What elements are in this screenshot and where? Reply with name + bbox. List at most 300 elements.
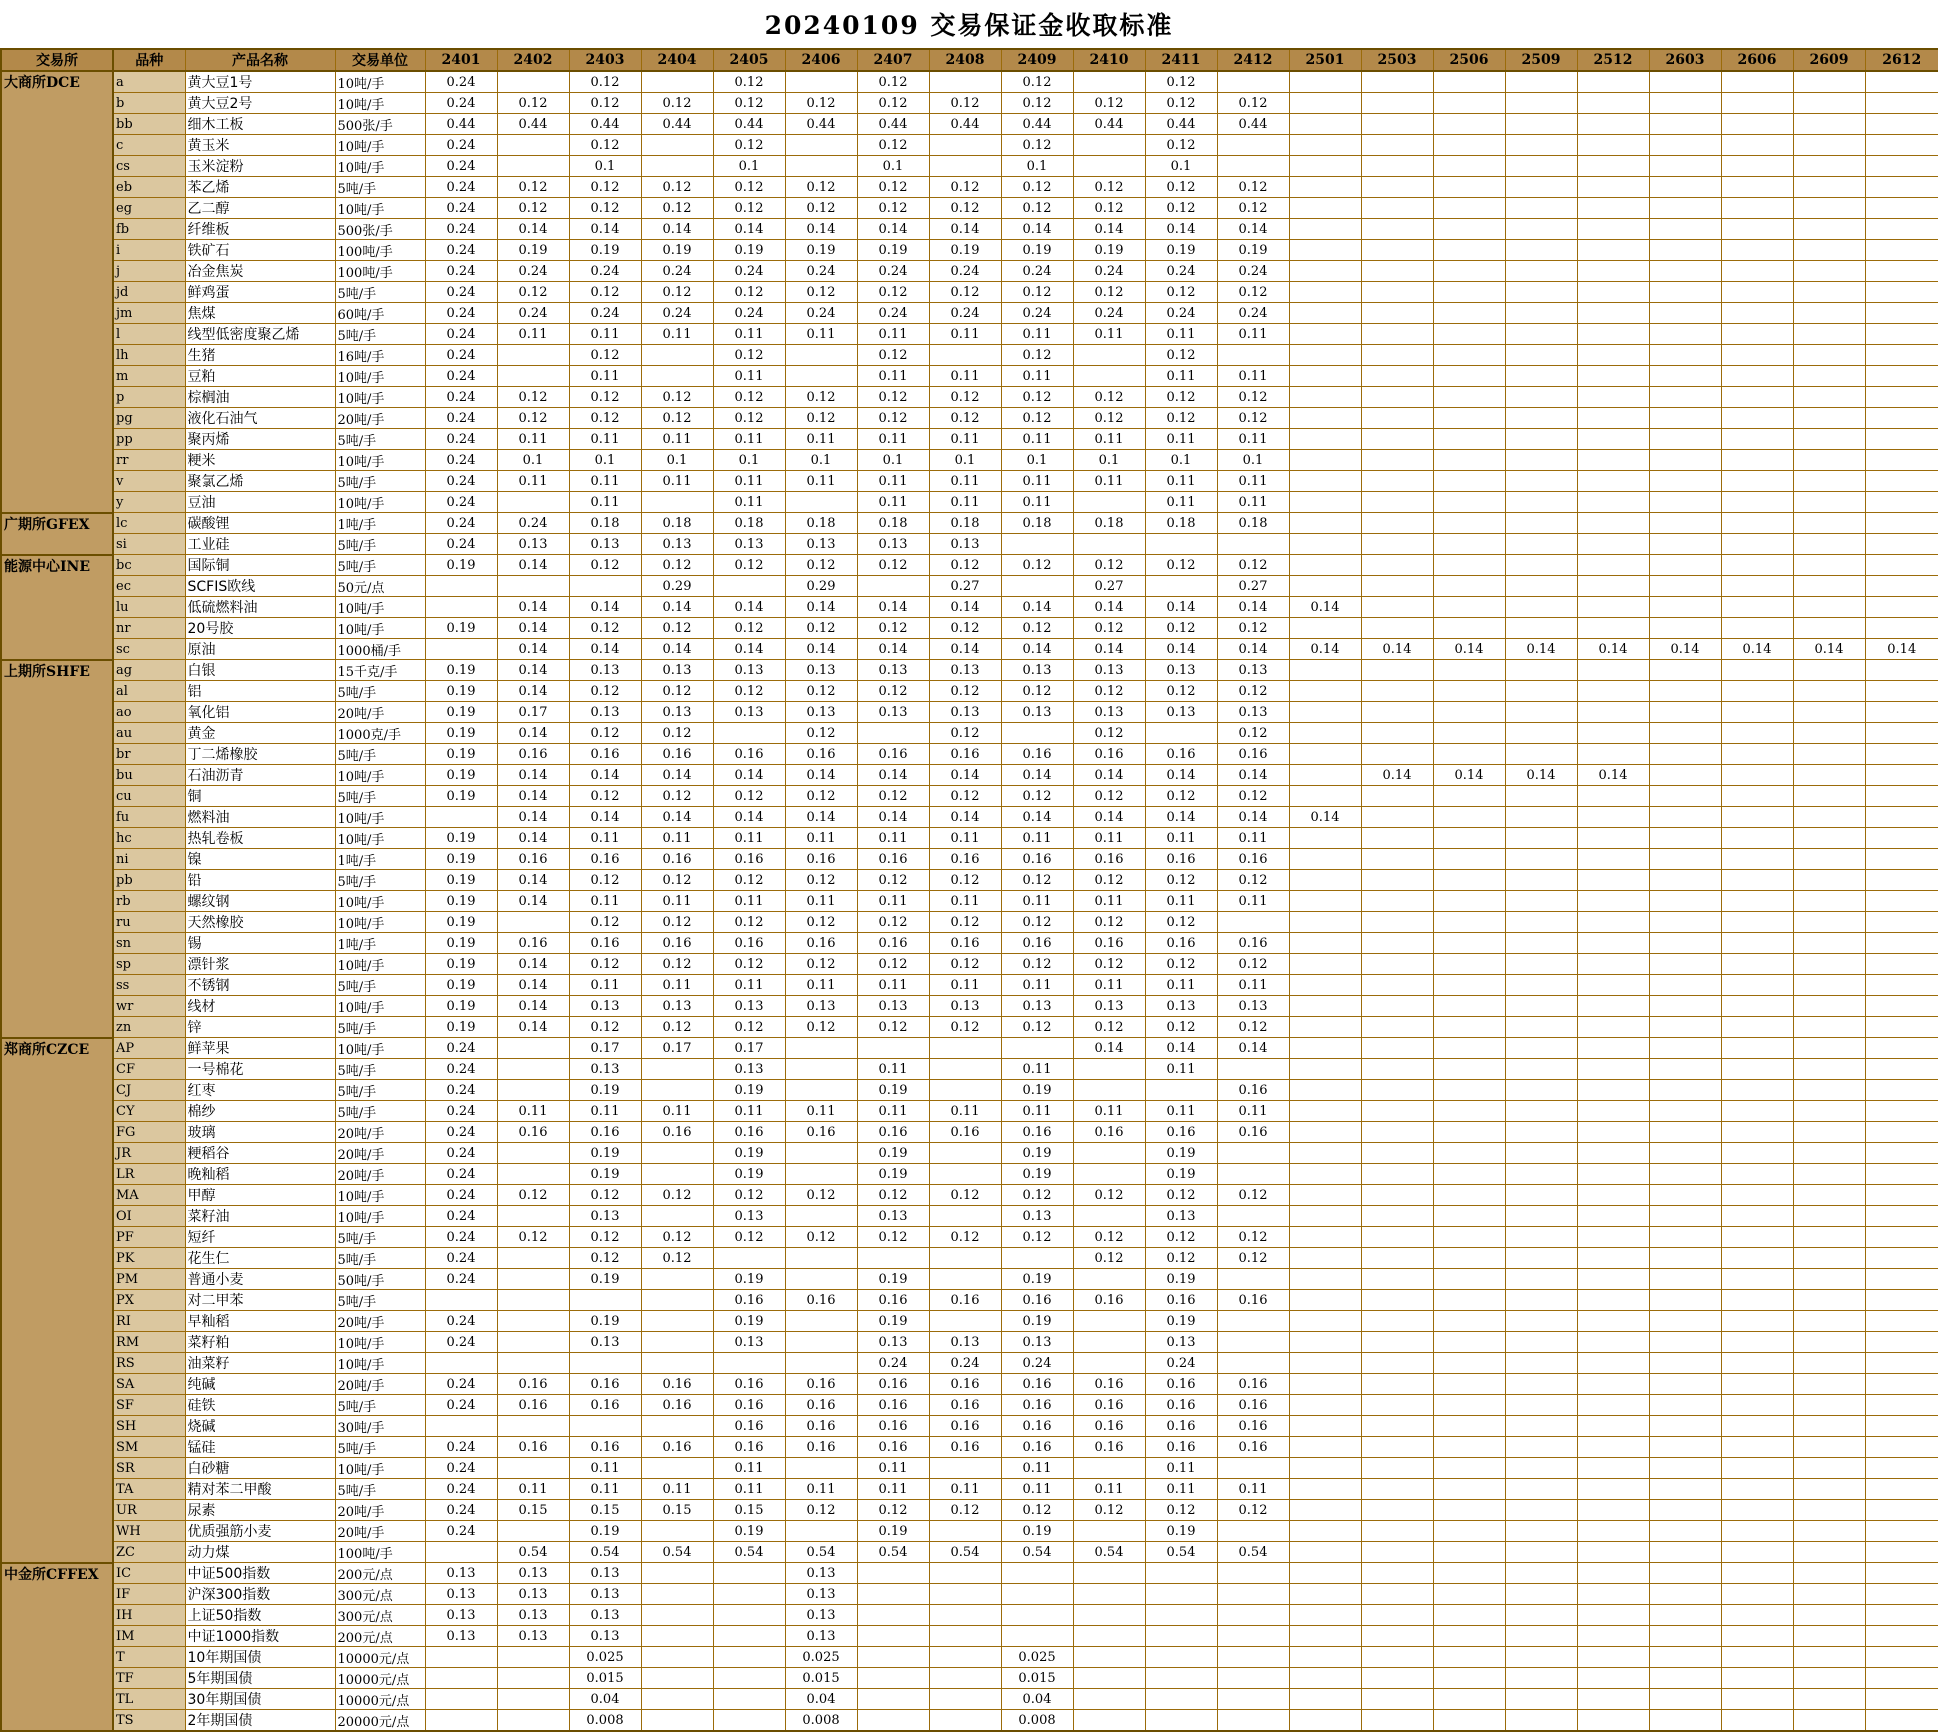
margin-value-cell: 0.12 [1073,177,1145,198]
margin-value-cell: 0.16 [1001,1437,1073,1458]
margin-value-cell: 0.12 [713,282,785,303]
margin-value-cell: 0.12 [929,912,1001,933]
margin-value-cell: 0.12 [713,1017,785,1038]
margin-value-cell: 0.13 [1217,660,1289,681]
trading-unit-cell: 5吨/手 [335,1395,425,1416]
margin-value-cell [1577,198,1649,219]
margin-value-cell [929,71,1001,93]
margin-value-cell [1649,1227,1721,1248]
margin-value-cell: 0.16 [1217,1080,1289,1101]
margin-value-cell [1505,471,1577,492]
table-row-eg [1,198,1938,219]
margin-value-cell [1217,1626,1289,1647]
margin-value-cell: 0.12 [713,912,785,933]
variety-code-cell: TA [113,1479,185,1500]
margin-value-cell: 0.14 [1505,765,1577,786]
margin-value-cell [1865,660,1938,681]
margin-value-cell [1577,177,1649,198]
table-row-IC [1,1563,1938,1584]
variety-code-cell: eb [113,177,185,198]
margin-value-cell: 0.19 [857,1080,929,1101]
margin-value-cell [497,1248,569,1269]
margin-value-cell: 0.24 [497,513,569,534]
margin-value-cell: 0.19 [425,723,497,744]
margin-value-cell: 0.12 [1073,870,1145,891]
margin-value-cell [1649,597,1721,618]
margin-value-cell [1433,723,1505,744]
margin-value-cell: 0.24 [713,261,785,282]
margin-value-cell: 0.12 [641,681,713,702]
margin-value-cell: 0.14 [497,723,569,744]
margin-value-cell: 0.025 [1001,1647,1073,1668]
margin-value-cell [1433,1437,1505,1458]
trading-unit-cell: 5吨/手 [335,870,425,891]
margin-value-cell: 0.12 [1001,786,1073,807]
margin-value-cell: 0.11 [857,1458,929,1479]
margin-value-cell [497,1647,569,1668]
margin-value-cell [1577,1248,1649,1269]
margin-value-cell [1721,114,1793,135]
exchange-cell: 郑商所CZCE [1,1038,113,1563]
margin-value-cell: 0.19 [1145,1311,1217,1332]
margin-value-cell: 0.12 [929,555,1001,576]
product-name-cell: 菜籽油 [185,1206,335,1227]
table-row-lh [1,345,1938,366]
margin-value-cell [1433,744,1505,765]
margin-value-cell: 0.11 [641,429,713,450]
margin-value-cell: 0.24 [425,1479,497,1500]
margin-value-cell: 0.54 [497,1542,569,1563]
variety-code-cell: sn [113,933,185,954]
margin-value-cell [1289,1164,1361,1185]
margin-value-cell: 0.13 [1145,996,1217,1017]
margin-value-cell: 0.11 [1217,471,1289,492]
margin-value-cell [1577,1080,1649,1101]
margin-value-cell [425,1710,497,1732]
margin-value-cell: 0.11 [713,891,785,912]
margin-value-cell [425,1668,497,1689]
margin-value-cell [1577,492,1649,513]
product-name-cell: 红枣 [185,1080,335,1101]
margin-value-cell [929,1164,1001,1185]
product-name-cell: 中证1000指数 [185,1626,335,1647]
trading-unit-cell: 20吨/手 [335,1521,425,1542]
margin-value-cell: 0.11 [785,1101,857,1122]
margin-value-cell: 0.24 [713,303,785,324]
margin-value-cell [1505,1668,1577,1689]
margin-value-cell: 0.24 [1217,303,1289,324]
table-row-lu [1,597,1938,618]
margin-value-cell [1505,1479,1577,1500]
margin-value-cell [713,576,785,597]
product-name-cell: 纯碱 [185,1374,335,1395]
margin-value-cell: 0.015 [569,1668,641,1689]
margin-value-cell: 0.12 [569,408,641,429]
margin-value-cell [857,1038,929,1059]
margin-value-cell [1793,408,1865,429]
margin-value-cell: 0.12 [785,408,857,429]
margin-value-cell [1361,1185,1433,1206]
margin-value-cell [1865,324,1938,345]
product-name-cell: 碳酸锂 [185,513,335,534]
margin-value-cell: 0.13 [641,534,713,555]
margin-value-cell [1073,1647,1145,1668]
margin-value-cell [497,1332,569,1353]
margin-value-cell [1001,1248,1073,1269]
margin-value-cell: 0.16 [857,1416,929,1437]
margin-value-cell [1289,1479,1361,1500]
margin-value-cell: 0.12 [1001,71,1073,93]
margin-value-cell [497,1458,569,1479]
margin-value-cell [1505,71,1577,93]
margin-value-cell [1289,1269,1361,1290]
margin-value-cell: 0.11 [497,1101,569,1122]
margin-value-cell [1433,975,1505,996]
margin-value-cell: 0.11 [569,891,641,912]
margin-value-cell [1793,1584,1865,1605]
product-name-cell: 玻璃 [185,1122,335,1143]
margin-value-cell [1145,534,1217,555]
margin-value-cell: 0.16 [1001,1122,1073,1143]
margin-value-cell: 0.24 [425,240,497,261]
margin-value-cell: 0.14 [1289,597,1361,618]
margin-value-cell: 0.14 [785,807,857,828]
margin-value-cell [1793,1017,1865,1038]
margin-value-cell [1649,660,1721,681]
margin-value-cell [1865,1584,1938,1605]
product-name-cell: 焦煤 [185,303,335,324]
margin-value-cell: 0.14 [1073,219,1145,240]
margin-value-cell: 0.16 [857,1122,929,1143]
margin-value-cell: 0.11 [1145,471,1217,492]
margin-value-cell [1361,282,1433,303]
margin-value-cell [1433,1017,1505,1038]
margin-value-cell [1721,1542,1793,1563]
product-name-cell: 甲醇 [185,1185,335,1206]
margin-value-cell [1793,135,1865,156]
margin-value-cell [1577,1521,1649,1542]
margin-value-cell: 0.13 [929,660,1001,681]
trading-unit-cell: 10吨/手 [335,1185,425,1206]
margin-value-cell [1721,1458,1793,1479]
margin-value-cell [1649,576,1721,597]
margin-value-cell: 0.13 [569,1206,641,1227]
product-name-cell: 石油沥青 [185,765,335,786]
margin-value-cell: 0.11 [929,429,1001,450]
margin-value-cell [1721,71,1793,93]
margin-value-cell [1721,1416,1793,1437]
margin-value-cell [1289,975,1361,996]
variety-code-cell: bb [113,114,185,135]
margin-value-cell [1577,807,1649,828]
margin-value-cell [1577,240,1649,261]
trading-unit-cell: 10吨/手 [335,135,425,156]
margin-value-cell: 0.18 [569,513,641,534]
margin-value-cell: 0.12 [1001,555,1073,576]
margin-value-cell [497,1038,569,1059]
variety-code-cell: eg [113,198,185,219]
product-name-cell: 生猪 [185,345,335,366]
margin-value-cell: 0.12 [1217,618,1289,639]
margin-value-cell: 0.54 [641,1542,713,1563]
margin-value-cell: 0.13 [1145,660,1217,681]
margin-value-cell [1721,1437,1793,1458]
margin-value-cell [1793,1416,1865,1437]
margin-value-cell: 0.12 [1073,723,1145,744]
margin-value-cell [857,1647,929,1668]
margin-value-cell [1433,387,1505,408]
trading-unit-cell: 10吨/手 [335,198,425,219]
margin-value-cell [1433,471,1505,492]
margin-value-cell [1865,1311,1938,1332]
margin-value-cell [1865,1290,1938,1311]
margin-value-cell: 0.14 [1361,639,1433,660]
margin-value-cell [1721,1290,1793,1311]
margin-value-cell: 0.19 [1001,1143,1073,1164]
margin-value-cell: 0.14 [1289,639,1361,660]
margin-value-cell [1721,1353,1793,1374]
margin-value-cell: 0.24 [1001,261,1073,282]
variety-code-cell: bu [113,765,185,786]
margin-value-cell [1289,1017,1361,1038]
margin-value-cell [1433,1647,1505,1668]
margin-value-cell [1073,1143,1145,1164]
margin-value-cell: 0.14 [1649,639,1721,660]
margin-value-cell: 0.12 [785,93,857,114]
margin-value-cell [1289,1395,1361,1416]
margin-value-cell [425,807,497,828]
margin-value-cell: 0.11 [1073,429,1145,450]
margin-value-cell: 0.12 [929,282,1001,303]
margin-value-cell: 0.12 [857,1017,929,1038]
margin-value-cell: 0.14 [1577,639,1649,660]
margin-value-cell: 0.11 [857,429,929,450]
margin-value-cell: 0.19 [713,1143,785,1164]
margin-value-cell: 0.13 [569,1605,641,1626]
margin-value-cell: 0.19 [713,1521,785,1542]
variety-code-cell: RI [113,1311,185,1332]
margin-value-cell [1145,1668,1217,1689]
margin-value-cell: 0.24 [425,1374,497,1395]
margin-value-cell: 0.24 [425,471,497,492]
margin-value-cell [1505,1395,1577,1416]
margin-value-cell [1361,1689,1433,1710]
margin-value-cell: 0.11 [1217,429,1289,450]
table-row-i [1,240,1938,261]
margin-value-cell: 0.14 [497,786,569,807]
trading-unit-cell: 5吨/手 [335,681,425,702]
product-name-cell: SCFIS欧线 [185,576,335,597]
margin-value-cell: 0.24 [425,1164,497,1185]
margin-value-cell: 0.12 [497,408,569,429]
margin-value-cell [641,1668,713,1689]
margin-value-cell: 0.24 [425,429,497,450]
margin-value-cell [1505,723,1577,744]
margin-value-cell [1361,492,1433,513]
margin-value-cell: 0.24 [425,71,497,93]
margin-value-cell [1577,786,1649,807]
margin-value-cell [1289,71,1361,93]
margin-value-cell: 0.16 [857,849,929,870]
margin-value-cell [1793,1458,1865,1479]
margin-value-cell: 0.12 [929,93,1001,114]
variety-code-cell: jm [113,303,185,324]
table-row-jd [1,282,1938,303]
margin-value-cell [1361,1353,1433,1374]
margin-value-cell: 0.12 [713,1227,785,1248]
margin-value-cell [1001,534,1073,555]
margin-value-cell: 0.12 [713,555,785,576]
margin-value-cell [1649,933,1721,954]
margin-value-cell [1649,345,1721,366]
margin-value-cell [1217,1458,1289,1479]
margin-value-cell [1865,891,1938,912]
margin-value-cell [1793,1710,1865,1732]
margin-value-cell: 0.14 [497,597,569,618]
margin-value-cell [1721,1668,1793,1689]
margin-value-cell: 0.14 [713,597,785,618]
margin-value-cell [1721,723,1793,744]
exchange-cell: 上期所SHFE [1,660,113,1038]
margin-value-cell [1721,240,1793,261]
margin-value-cell [1793,240,1865,261]
margin-value-cell [1361,114,1433,135]
product-name-cell: 液化石油气 [185,408,335,429]
margin-value-cell [1793,450,1865,471]
variety-code-cell: m [113,366,185,387]
margin-value-cell [857,1563,929,1584]
margin-value-cell [1361,1437,1433,1458]
margin-value-cell: 0.14 [1577,765,1649,786]
margin-value-cell [1289,1584,1361,1605]
table-row-SM [1,1437,1938,1458]
margin-value-cell [1721,345,1793,366]
margin-value-cell: 0.17 [497,702,569,723]
margin-value-cell [497,1290,569,1311]
margin-value-cell [1577,1689,1649,1710]
margin-value-cell [1073,1710,1145,1732]
variety-code-cell: OI [113,1206,185,1227]
margin-value-cell [1649,1416,1721,1437]
table-row-ru [1,912,1938,933]
product-name-cell: 不锈钢 [185,975,335,996]
margin-value-cell: 0.11 [1145,492,1217,513]
margin-value-cell [1361,303,1433,324]
margin-value-cell [1289,1710,1361,1732]
margin-value-cell [1289,135,1361,156]
margin-value-cell [1793,618,1865,639]
margin-value-cell [1577,156,1649,177]
margin-value-cell [497,1143,569,1164]
margin-value-cell: 0.54 [857,1542,929,1563]
margin-value-cell: 0.16 [641,1437,713,1458]
margin-value-cell [1721,555,1793,576]
margin-value-cell [1577,1647,1649,1668]
margin-value-cell [1649,492,1721,513]
margin-value-cell: 0.16 [785,933,857,954]
margin-value-cell [1793,891,1865,912]
margin-value-cell: 0.16 [569,849,641,870]
variety-code-cell: au [113,723,185,744]
margin-value-cell: 0.12 [569,954,641,975]
margin-value-cell [929,1626,1001,1647]
trading-unit-cell: 5吨/手 [335,1248,425,1269]
margin-value-cell [1721,1689,1793,1710]
margin-value-cell [1865,1437,1938,1458]
margin-value-cell: 0.008 [569,1710,641,1732]
margin-value-cell: 0.11 [1073,1479,1145,1500]
margin-value-cell: 0.11 [713,366,785,387]
margin-value-cell [1577,450,1649,471]
margin-value-cell: 0.16 [857,933,929,954]
margin-value-cell: 0.19 [1145,1521,1217,1542]
header-month-2606: 2606 [1721,49,1793,71]
margin-value-cell [1289,1311,1361,1332]
margin-value-cell: 0.54 [1217,1542,1289,1563]
margin-value-cell [1433,303,1505,324]
margin-value-cell [1433,891,1505,912]
margin-value-cell: 0.12 [713,177,785,198]
variety-code-cell: nr [113,618,185,639]
margin-value-cell [1865,933,1938,954]
margin-value-cell [1721,429,1793,450]
margin-value-cell: 0.12 [1073,1248,1145,1269]
margin-value-cell: 0.12 [1073,1185,1145,1206]
margin-value-cell: 0.14 [1289,807,1361,828]
header-trading-unit: 交易单位 [335,49,425,71]
margin-value-cell: 0.12 [1073,408,1145,429]
margin-value-cell: 0.14 [1073,639,1145,660]
variety-code-cell: rb [113,891,185,912]
margin-value-cell: 0.11 [1217,366,1289,387]
margin-value-cell [1865,1605,1938,1626]
margin-value-cell: 0.16 [713,1374,785,1395]
margin-value-cell [1649,681,1721,702]
margin-value-cell: 0.12 [641,93,713,114]
product-name-cell: 锡 [185,933,335,954]
product-name-cell: 热轧卷板 [185,828,335,849]
margin-value-cell: 0.11 [1001,429,1073,450]
margin-value-cell: 0.16 [1073,1395,1145,1416]
margin-value-cell: 0.11 [569,429,641,450]
margin-value-cell [1865,1353,1938,1374]
margin-value-cell [1865,1647,1938,1668]
margin-value-cell: 0.19 [425,786,497,807]
margin-value-cell [1073,366,1145,387]
margin-value-cell: 0.44 [1217,114,1289,135]
product-name-cell: 2年期国债 [185,1710,335,1732]
margin-value-cell: 0.24 [425,1500,497,1521]
margin-value-cell: 0.12 [857,1227,929,1248]
margin-value-cell: 0.14 [641,219,713,240]
margin-value-cell: 0.11 [857,1059,929,1080]
margin-value-cell: 0.16 [641,1122,713,1143]
margin-value-cell [1289,261,1361,282]
margin-value-cell [1721,1248,1793,1269]
margin-value-cell: 0.12 [1145,1248,1217,1269]
margin-value-cell [1721,1080,1793,1101]
margin-value-cell: 0.13 [1073,702,1145,723]
trading-unit-cell: 5吨/手 [335,324,425,345]
margin-value-cell: 0.04 [1001,1689,1073,1710]
margin-value-cell [1505,1458,1577,1479]
trading-unit-cell: 5吨/手 [335,1101,425,1122]
margin-value-cell [1433,912,1505,933]
margin-value-cell: 0.13 [713,1059,785,1080]
table-row-p [1,387,1938,408]
margin-value-cell: 0.12 [929,618,1001,639]
margin-value-cell: 0.12 [1001,1185,1073,1206]
